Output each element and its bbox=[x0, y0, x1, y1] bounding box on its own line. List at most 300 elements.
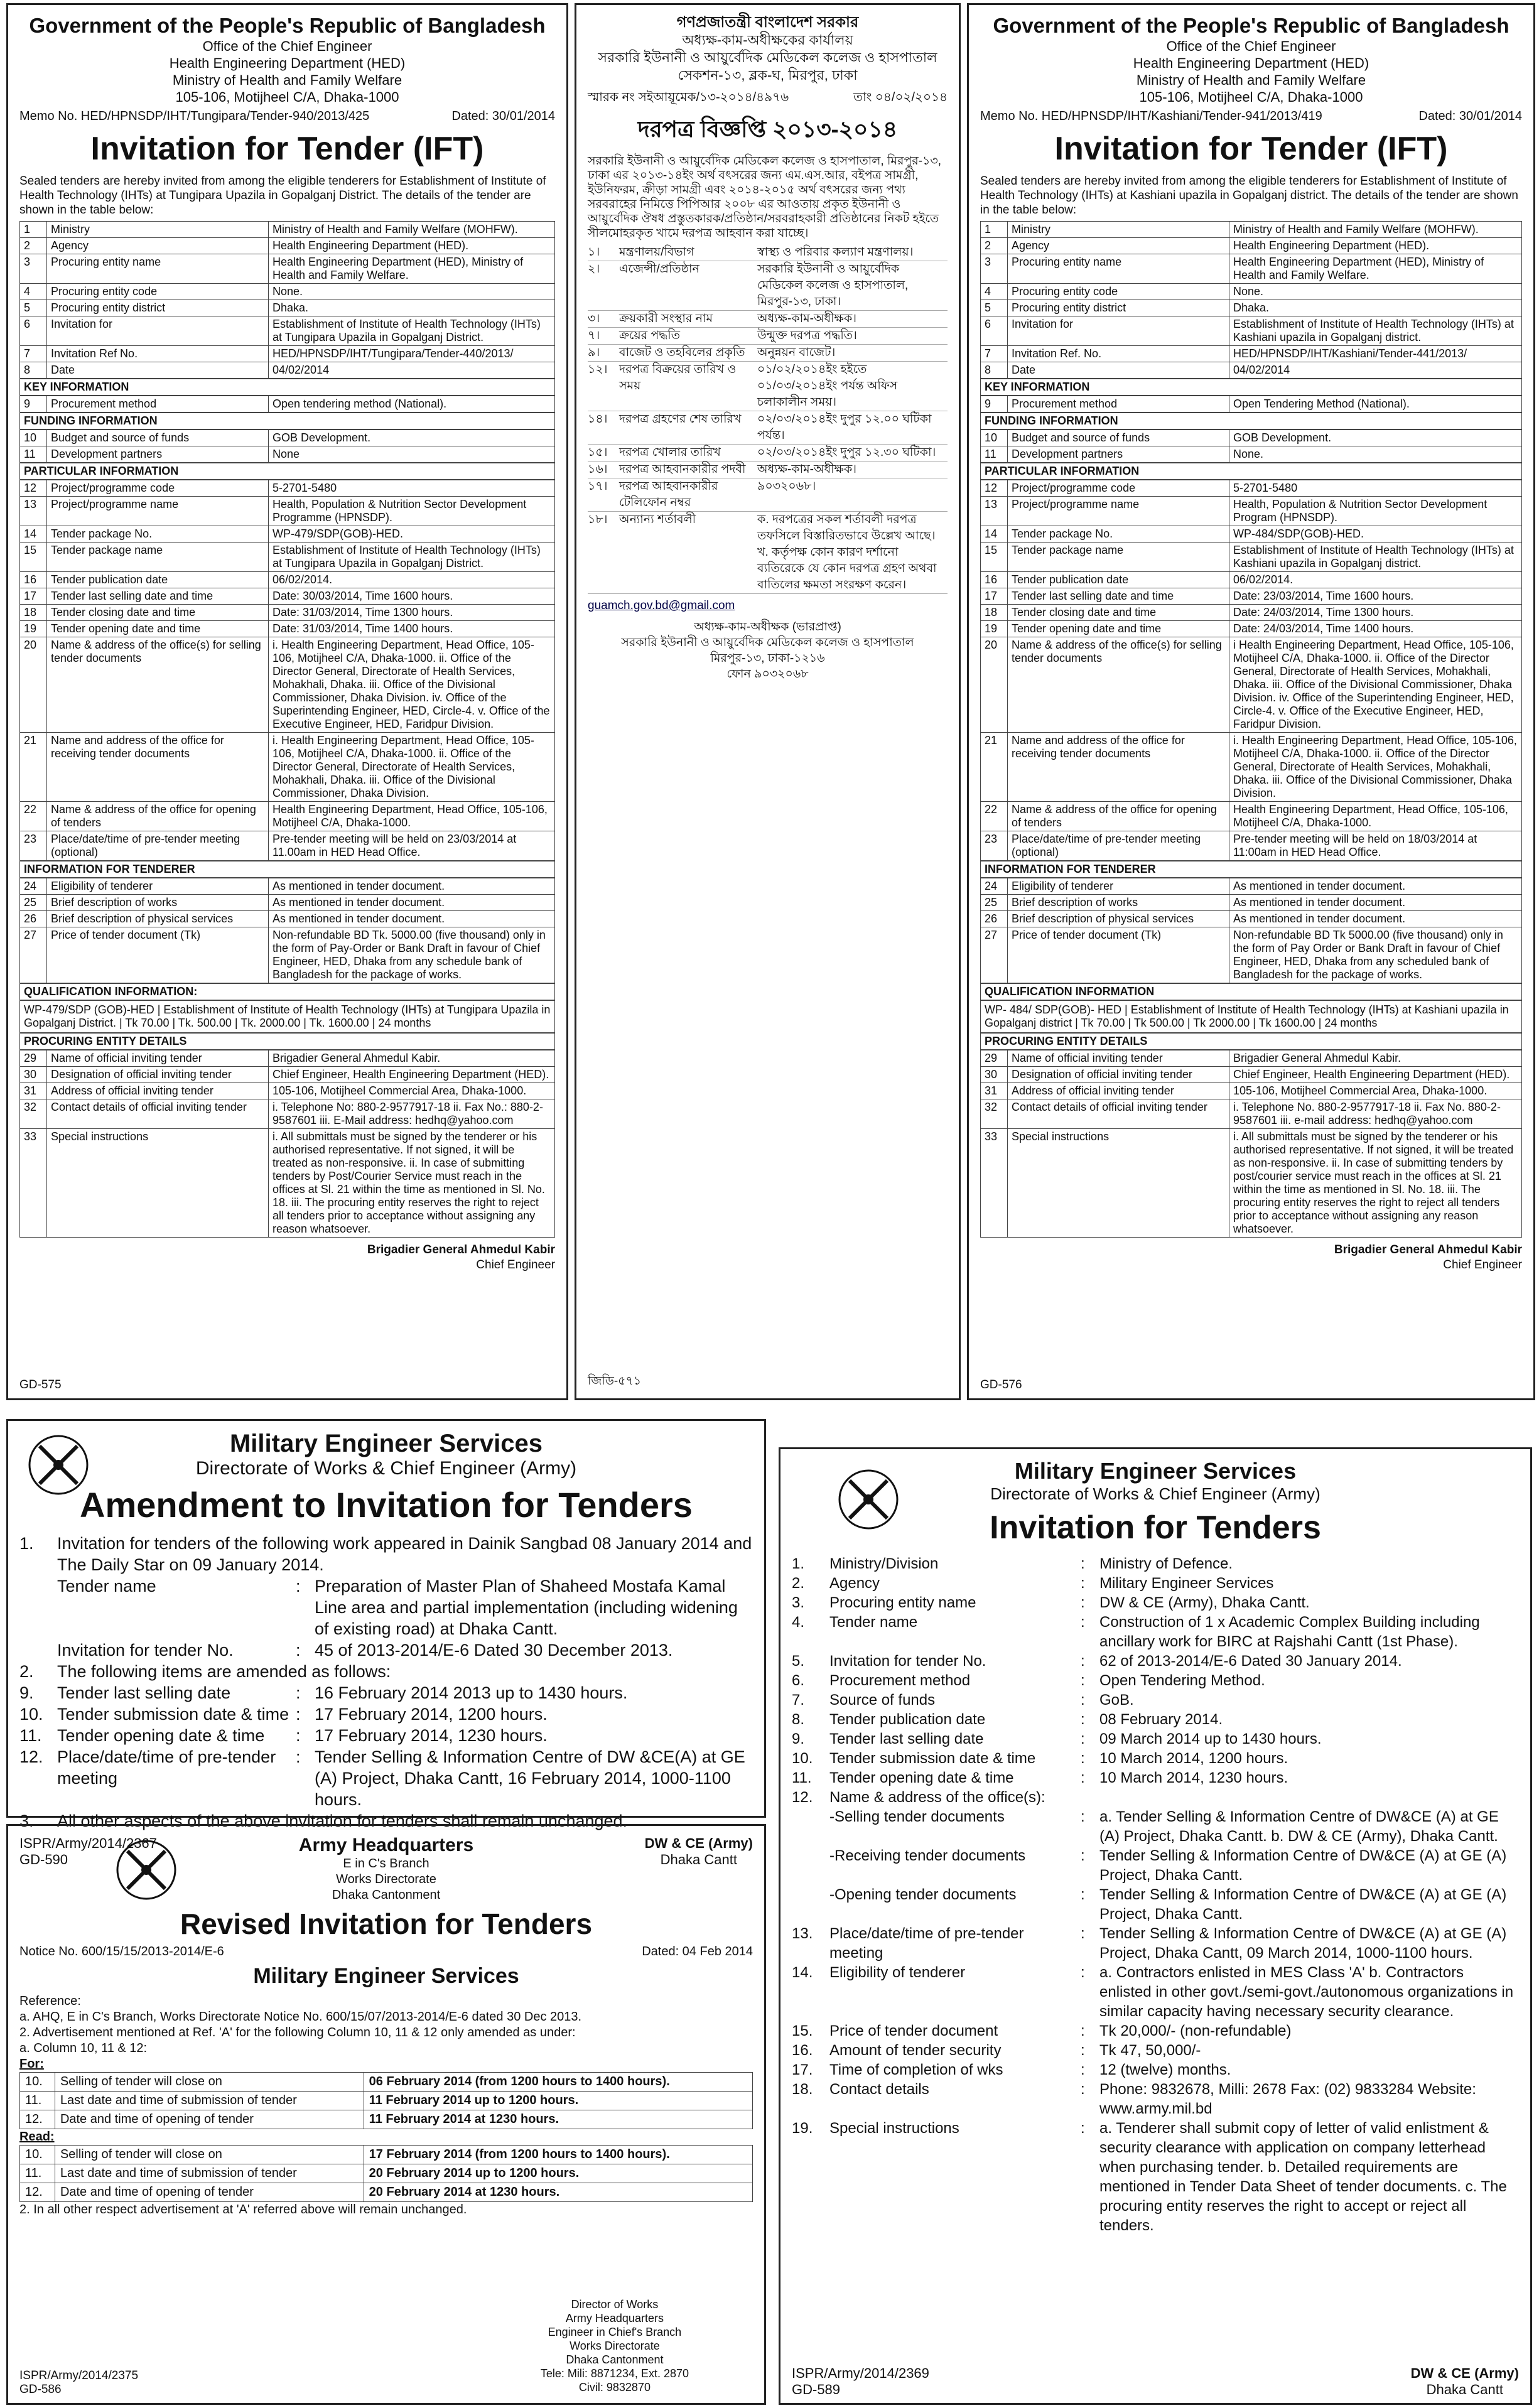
table-row bbox=[20, 1129, 555, 1238]
section-heading: KEY INFORMATION bbox=[980, 379, 1522, 396]
office-line: Office of the Chief Engineer bbox=[202, 38, 372, 54]
row-value: Establishment of Institute of Health Technology (IHTs) at Kashiani upazila in Gopalganj district. bbox=[1229, 543, 1522, 572]
row-number: 17 bbox=[20, 588, 47, 605]
kv-table bbox=[19, 429, 555, 463]
invitation-value: 45 of 2013-2014/E-6 Dated 30 December 2013. bbox=[315, 1641, 673, 1660]
kv-table bbox=[19, 396, 555, 413]
item-number: 10. bbox=[19, 1705, 43, 1724]
table-row bbox=[981, 497, 1522, 526]
row-label: Selling of tender will close on bbox=[55, 2073, 364, 2092]
item-value: Open Tendering Method. bbox=[1099, 1672, 1265, 1689]
list-item bbox=[792, 2021, 1519, 2041]
table-row bbox=[20, 621, 555, 637]
row-label: Tender closing date and time bbox=[1008, 605, 1229, 621]
table-row bbox=[20, 430, 555, 446]
row-label: Brief description of physical services bbox=[47, 911, 269, 927]
section-heading: FUNDING INFORMATION bbox=[980, 413, 1522, 429]
row-number: 8 bbox=[981, 362, 1008, 379]
item-value: Tender Selling & Information Centre of DW&CE (A) at GE (A) Project, Dhaka Cantt. bbox=[1099, 1847, 1507, 1884]
row-number: 6 bbox=[20, 316, 47, 346]
row-value: As mentioned in tender document. bbox=[269, 895, 555, 911]
row-value: অধ্যক্ষ-কাম-অধীক্ষক। bbox=[757, 312, 857, 325]
row-label: Tender package No. bbox=[1008, 526, 1229, 543]
signature-line: Works Directorate bbox=[570, 2340, 660, 2352]
row-number: ৯। bbox=[588, 346, 600, 359]
office-line: Health Engineering Department (HED) bbox=[1133, 55, 1369, 71]
tender-table bbox=[980, 221, 1522, 1238]
table-row bbox=[981, 396, 1522, 413]
item-label: Name & address of the office(s): bbox=[829, 1789, 1045, 1806]
table-row bbox=[20, 543, 555, 572]
org-name: Army Headquarters bbox=[298, 1835, 474, 1855]
row-value: As mentioned in tender document. bbox=[269, 911, 555, 927]
section-heading: PROCURING ENTITY DETAILS bbox=[19, 1033, 555, 1050]
intro-text: Sealed tenders are hereby invited from among the eligible tenderers for Establishment of Institute of Health Technology (IHTs) at Tungipara Upazila in Gopalganj District. The details of the tender are shown in the table below: bbox=[19, 175, 546, 217]
bn-table-row bbox=[588, 462, 948, 478]
table-row bbox=[981, 222, 1522, 238]
item-value: 17 February 2014, 1200 hours. bbox=[315, 1705, 548, 1724]
table-row bbox=[20, 497, 555, 526]
kv-table bbox=[980, 221, 1522, 379]
bn-table-row bbox=[588, 478, 948, 512]
crossed-swords-emblem-icon bbox=[27, 1433, 90, 1496]
table-row bbox=[20, 637, 555, 733]
row-value: None bbox=[269, 446, 555, 463]
item-colon: : bbox=[1081, 2061, 1085, 2078]
item-value bbox=[1099, 1788, 1519, 1807]
row-label: দরপত্র আহবানকারীর টেলিফোন নম্বর bbox=[619, 480, 718, 509]
bn-signature-line: সরকারি ইউনানী ও আয়ুর্বেদিক মেডিকেল কলেজ ও হাসপাতাল bbox=[621, 636, 914, 649]
item-colon: : bbox=[296, 1726, 301, 1745]
item-value: Ministry of Defence. bbox=[1099, 1555, 1233, 1572]
row-value: Open tendering method (National). bbox=[269, 396, 555, 413]
row-label: Procuring entity code bbox=[47, 284, 269, 300]
section-heading: FUNDING INFORMATION bbox=[19, 413, 555, 429]
row-value: Non-refundable BD Tk. 5000.00 (five thousand) only in the form of Pay-Order or Bank Draft in favour of Chief Engineer, HED, Dhaka from any schedule bank of Bangladesh for the package of works. bbox=[269, 927, 555, 983]
item-value: 09 March 2014 up to 1430 hours. bbox=[1099, 1730, 1322, 1747]
item-value: Tender Selling & Information Centre of DW&CE (A) at GE (A) Project, Dhaka Cantt. bbox=[1099, 1886, 1507, 1923]
bn-table bbox=[588, 244, 948, 594]
row-label: Tender closing date and time bbox=[47, 605, 269, 621]
read-label: Read: bbox=[19, 2130, 55, 2144]
item-number: 10. bbox=[792, 1750, 813, 1767]
row-value: 04/02/2014 bbox=[1229, 362, 1522, 379]
table-row bbox=[981, 1099, 1522, 1129]
item-number: 13. bbox=[792, 1925, 813, 1942]
row-number: 17 bbox=[981, 588, 1008, 605]
row-number: 8 bbox=[20, 362, 47, 379]
bn-table-row bbox=[588, 445, 948, 462]
row-label: Budget and source of funds bbox=[1008, 430, 1229, 446]
office-line: 105-106, Motijheel C/A, Dhaka-1000 bbox=[175, 89, 399, 105]
row-number: 7 bbox=[20, 346, 47, 362]
bn-office-line: অধ্যক্ষ-কাম-অধীক্ষকের কার্যালয় bbox=[682, 32, 853, 48]
signatory-place: Dhaka Cantt bbox=[660, 1852, 737, 1867]
signatory-place: Dhaka Cantt bbox=[1426, 2382, 1503, 2397]
tender-name-value: Preparation of Master Plan of Shaheed Mostafa Kamal Line area and partial implementation (including widening of existing road) at Dhaka Cantt. bbox=[315, 1577, 738, 1638]
table-row bbox=[981, 362, 1522, 379]
table-row bbox=[20, 238, 555, 254]
row-label: Name & address of the office(s) for selling tender documents bbox=[1008, 637, 1229, 733]
item-colon: : bbox=[296, 1683, 301, 1702]
list-item bbox=[792, 1612, 1519, 1651]
row-number: 16 bbox=[20, 572, 47, 588]
table-row bbox=[981, 927, 1522, 983]
list-item bbox=[792, 1554, 1519, 1574]
row-label: Eligibility of tenderer bbox=[47, 878, 269, 895]
row-label: মন্ত্রণালয়/বিভাগ bbox=[619, 246, 694, 259]
item-number: 11. bbox=[792, 1769, 812, 1786]
item-number: 17. bbox=[792, 2061, 813, 2078]
table-row bbox=[20, 526, 555, 543]
row-number: 16 bbox=[981, 572, 1008, 588]
table-row bbox=[20, 1067, 555, 1083]
row-number: 20 bbox=[20, 637, 47, 733]
read-table bbox=[19, 2145, 753, 2202]
item-colon: : bbox=[1081, 2042, 1085, 2059]
row-value: 20 February 2014 at 1230 hours. bbox=[364, 2183, 752, 2202]
row-value: Open Tendering Method (National). bbox=[1229, 396, 1522, 413]
table-row bbox=[20, 284, 555, 300]
row-number: ১৭। bbox=[588, 480, 608, 493]
row-label: Tender last selling date and time bbox=[1008, 588, 1229, 605]
item-label: Amount of tender security bbox=[829, 2042, 1002, 2059]
notice-title: Revised Invitation for Tenders bbox=[180, 1908, 593, 1940]
section-heading: KEY INFORMATION bbox=[19, 379, 555, 396]
list-item bbox=[792, 1651, 1519, 1671]
signatory: DW & CE (Army) bbox=[644, 1835, 753, 1851]
row-number: 30 bbox=[20, 1067, 47, 1083]
table-row bbox=[20, 878, 555, 895]
kv-table bbox=[19, 480, 555, 861]
row-label: Name and address of the office for receiving tender documents bbox=[1008, 733, 1229, 802]
item-colon: : bbox=[1081, 1964, 1085, 1981]
row-number: 32 bbox=[20, 1099, 47, 1129]
item-value: Construction of 1 x Academic Complex Building including ancillary work for BIRC at Rajshahi Cantt (1st Phase). bbox=[1099, 1614, 1480, 1650]
row-value: সরকারি ইউনানী ও আয়ুর্বেদিক মেডিকেল কলেজ ও হাসপাতাল, মিরপুর-১৩, ঢাকা। bbox=[757, 262, 909, 308]
row-number: 14 bbox=[981, 526, 1008, 543]
table-row bbox=[20, 2183, 753, 2202]
row-value: Establishment of Institute of Health Technology (IHTs) at Tungipara Upazila in Gopalganj District. bbox=[269, 543, 555, 572]
row-label: Budget and source of funds bbox=[47, 430, 269, 446]
bn-gd: জিডি-৫৭১ bbox=[588, 1374, 642, 1388]
table-row bbox=[981, 895, 1522, 911]
section-heading: INFORMATION FOR TENDERER bbox=[19, 861, 555, 878]
row-value: GOB Development. bbox=[269, 430, 555, 446]
list-item bbox=[19, 1746, 753, 1810]
row-number: 10 bbox=[981, 430, 1008, 446]
gov-heading: Government of the People's Republic of Bangladesh bbox=[993, 14, 1509, 37]
row-value: উন্মুক্ত দরপত্র পদ্ধতি। bbox=[757, 329, 857, 342]
row-label: Tender package No. bbox=[47, 526, 269, 543]
item-value: 16 February 2014 2013 up to 1430 hours. bbox=[315, 1683, 628, 1702]
table-row bbox=[20, 1050, 555, 1067]
row-label: Date and time of opening of tender bbox=[55, 2183, 364, 2202]
item-label: Place/date/time of pre-tender meeting bbox=[57, 1747, 276, 1788]
row-label: Invitation Ref No. bbox=[47, 346, 269, 362]
bn-table-row bbox=[588, 411, 948, 445]
row-value: 17 February 2014 (from 1200 hours to 1400 hours). bbox=[364, 2146, 752, 2164]
row-label: Price of tender document (Tk) bbox=[47, 927, 269, 983]
row-number: 9 bbox=[20, 396, 47, 413]
kv-table bbox=[980, 480, 1522, 861]
signature-line: Engineer in Chief's Branch bbox=[548, 2326, 682, 2338]
table-row bbox=[20, 927, 555, 983]
row-number: 18 bbox=[981, 605, 1008, 621]
section-heading: QUALIFICATION INFORMATION bbox=[980, 983, 1522, 1000]
row-value: ৯০৩২০৬৮। bbox=[757, 480, 816, 493]
row-number: 2 bbox=[981, 238, 1008, 254]
for-table bbox=[19, 2072, 753, 2129]
row-label: Development partners bbox=[47, 446, 269, 463]
item-number: 3. bbox=[792, 1594, 805, 1611]
item-colon: : bbox=[296, 1747, 301, 1766]
table-row bbox=[981, 430, 1522, 446]
row-number: 3 bbox=[981, 254, 1008, 284]
row-number: 4 bbox=[981, 284, 1008, 300]
table-row bbox=[981, 878, 1522, 895]
table-row bbox=[20, 2073, 753, 2092]
crossed-swords-emblem-icon bbox=[115, 1838, 178, 1901]
item-value: a. Tenderer shall submit copy of letter of valid enlistment & security clearance with application on company letterhead when purchasing tender. b. Detailed requirements are mentioned in Tender Data Sheet of tender documents. c. The procuring entity reserves the right to accept or reject all tenders. bbox=[1099, 2120, 1507, 2234]
row-value: Ministry of Health and Family Welfare (MOHFW). bbox=[269, 222, 555, 238]
row-label: Price of tender document (Tk) bbox=[1008, 927, 1229, 983]
row-value: i. All submittals must be signed by the tenderer or his authorised representative. If not signed, it will be treated as non-responsive. ii. In case of submitting tenders by Post/Courier Service must reach in the offices at Sl. 21 within the time as mentioned in Sl. No. 18. iii. The procuring entity reserves the right to reject all tenders prior to acceptance without assigning any reason whatsoever. bbox=[269, 1129, 555, 1238]
row-number: 11 bbox=[981, 446, 1008, 463]
item-value: 62 of 2013-2014/E-6 Dated 30 January 2014. bbox=[1099, 1653, 1402, 1670]
row-value: 105-106, Motijheel Commercial Area, Dhaka-1000. bbox=[269, 1083, 555, 1099]
item-colon: : bbox=[1081, 1769, 1085, 1786]
list-item bbox=[792, 2060, 1519, 2080]
item-label: Agency bbox=[829, 1575, 880, 1592]
office-line: Office of the Chief Engineer bbox=[1166, 38, 1336, 54]
row-label: Project/programme name bbox=[47, 497, 269, 526]
row-number: 13 bbox=[20, 497, 47, 526]
signature-block bbox=[541, 2297, 689, 2394]
row-value: 5-2701-5480 bbox=[269, 480, 555, 497]
row-number: 5 bbox=[20, 300, 47, 316]
row-value: 06/02/2014. bbox=[269, 572, 555, 588]
item-label: -Receiving tender documents bbox=[829, 1847, 1026, 1864]
item-number: 9. bbox=[792, 1730, 805, 1747]
gd-number: GD-575 bbox=[19, 1378, 62, 1391]
row-label: Invitation Ref. No. bbox=[1008, 346, 1229, 362]
row-value: Health, Population & Nutrition Sector Development Programme (HPNSDP). bbox=[269, 497, 555, 526]
row-number: 32 bbox=[981, 1099, 1008, 1129]
row-value: Pre-tender meeting will be held on 18/03/2014 at 11:00am in HED Head Office. bbox=[1229, 831, 1522, 861]
row-value: স্বাস্থ্য ও পরিবার কল্যাণ মন্ত্রণালয়। bbox=[757, 246, 914, 259]
row-label: দরপত্র আহবানকারীর পদবী bbox=[619, 463, 746, 476]
office-line: 105-106, Motijheel C/A, Dhaka-1000 bbox=[1139, 89, 1363, 105]
row-number: 14 bbox=[20, 526, 47, 543]
item-label: Tender last selling date bbox=[829, 1730, 984, 1747]
list-item bbox=[792, 1807, 1519, 1846]
gov-heading: Government of the People's Republic of Bangladesh bbox=[29, 14, 546, 37]
table-row bbox=[981, 733, 1522, 802]
item-number bbox=[792, 1885, 829, 1924]
list-item bbox=[792, 1710, 1519, 1729]
row-number: 11. bbox=[20, 2164, 55, 2183]
row-number: 24 bbox=[20, 878, 47, 895]
table-row bbox=[20, 316, 555, 346]
table-row bbox=[981, 526, 1522, 543]
row-label: Name & address of the office for opening of tenders bbox=[47, 802, 269, 831]
item-number: 19. bbox=[792, 2120, 813, 2137]
item-value: Tk 20,000/- (non-refundable) bbox=[1099, 2022, 1292, 2039]
row-value: Health Engineering Department (HED), Ministry of Health and Family Welfare. bbox=[269, 254, 555, 284]
row-number: ৭। bbox=[588, 329, 600, 342]
list-item bbox=[792, 1593, 1519, 1612]
item-label: Tender name bbox=[829, 1614, 918, 1631]
table-row bbox=[981, 588, 1522, 605]
row-number: 1 bbox=[981, 222, 1008, 238]
bn-office-line: সেকশন-১৩, ব্লক-ঘ, মিরপুর, ঢাকা bbox=[678, 67, 858, 83]
tender-notice-kashiani bbox=[967, 3, 1535, 1400]
row-label: Place/date/time of pre-tender meeting (optional) bbox=[1008, 831, 1229, 861]
row-value: As mentioned in tender document. bbox=[1229, 878, 1522, 895]
list-item bbox=[792, 1846, 1519, 1885]
table-row bbox=[981, 1083, 1522, 1099]
row-number: 11 bbox=[20, 446, 47, 463]
table-row bbox=[20, 2146, 753, 2164]
row-label: Project/programme code bbox=[1008, 480, 1229, 497]
tender-name-label: Tender name bbox=[57, 1577, 156, 1595]
table-row bbox=[981, 605, 1522, 621]
ispr-ref: ISPR/Army/2014/2375 bbox=[19, 2369, 139, 2382]
row-value: 20 February 2014 up to 1200 hours. bbox=[364, 2164, 752, 2183]
row-value: 105-106, Motijheel Commercial Area, Dhaka-1000. bbox=[1229, 1083, 1522, 1099]
row-label: Date and time of opening of tender bbox=[55, 2110, 364, 2129]
item-colon: : bbox=[1081, 1925, 1085, 1942]
row-number: 19 bbox=[20, 621, 47, 637]
table-row bbox=[981, 316, 1522, 346]
row-number: ১। bbox=[588, 246, 600, 259]
table-row bbox=[981, 1067, 1522, 1083]
table-row bbox=[981, 238, 1522, 254]
notice-date: Dated: 04 Feb 2014 bbox=[642, 1945, 753, 1958]
bn-date: তাং ০৪/০২/২০১৪ bbox=[853, 90, 948, 104]
item-colon: : bbox=[1081, 1594, 1085, 1611]
row-label: Selling of tender will close on bbox=[55, 2146, 364, 2164]
row-value: ০২/০৩/২০১৪ইং দুপুর ১২.৩০ ঘটিকা। bbox=[757, 446, 936, 459]
org-name: Military Engineer Services bbox=[1014, 1458, 1297, 1484]
row-label: Designation of official inviting tender bbox=[47, 1067, 269, 1083]
row-label: Special instructions bbox=[1008, 1129, 1229, 1238]
item-label: Tender opening date & time bbox=[829, 1769, 1014, 1786]
table-row bbox=[981, 254, 1522, 284]
row-number: 12. bbox=[20, 2183, 55, 2202]
kv-table bbox=[980, 1050, 1522, 1238]
office-line: Ministry of Health and Family Welfare bbox=[1136, 72, 1366, 88]
row-label: Tender publication date bbox=[1008, 572, 1229, 588]
reference-line: 2. Advertisement mentioned at Ref. 'A' for the following Column 10, 11 & 12 only amended as under: bbox=[19, 2026, 576, 2039]
item-label: -Selling tender documents bbox=[829, 1808, 1005, 1825]
notice-title: Invitation for Tenders bbox=[990, 1509, 1321, 1546]
bn-table-row bbox=[588, 328, 948, 345]
item-value: Military Engineer Services bbox=[1099, 1575, 1274, 1592]
row-label: Procuring entity name bbox=[1008, 254, 1229, 284]
item-label: Contact details bbox=[829, 2081, 929, 2098]
row-label: Date bbox=[47, 362, 269, 379]
kv-table bbox=[19, 1050, 555, 1238]
row-label: Contact details of official inviting tender bbox=[1008, 1099, 1229, 1129]
row-number: 12 bbox=[981, 480, 1008, 497]
row-value: Dhaka. bbox=[1229, 300, 1522, 316]
row-label: Brief description of works bbox=[1008, 895, 1229, 911]
row-value: Health Engineering Department (HED), Ministry of Health and Family Welfare. bbox=[1229, 254, 1522, 284]
table-row bbox=[20, 605, 555, 621]
revised-invitation bbox=[6, 1824, 766, 2405]
ispr-ref: ISPR/Army/2014/2369 bbox=[792, 2365, 929, 2381]
crossed-swords-emblem-icon bbox=[837, 1468, 900, 1531]
table-row bbox=[20, 572, 555, 588]
table-row bbox=[20, 396, 555, 413]
org-sub: Directorate of Works & Chief Engineer (Army) bbox=[195, 1458, 577, 1479]
row-label: Development partners bbox=[1008, 446, 1229, 463]
table-row bbox=[981, 802, 1522, 831]
row-value: ০১/০২/২০১৪ইং হইতে ০১/০৩/২০১৪ইং পর্যন্ত অফিস চলাকালীন সময়। bbox=[757, 363, 898, 409]
row-number: 27 bbox=[981, 927, 1008, 983]
reference-line: a. AHQ, E in C's Branch, Works Directorate Notice No. 600/15/07/2013-2014/E-6 dated 30 Dec 2013. bbox=[19, 2010, 582, 2024]
row-label: Procurement method bbox=[47, 396, 269, 413]
row-label: Name & address of the office(s) for selling tender documents bbox=[47, 637, 269, 733]
list-item bbox=[19, 1725, 753, 1746]
row-value: Health Engineering Department, Head Office, 105-106, Motijheel C/A, Dhaka-1000. bbox=[269, 802, 555, 831]
row-number: 10 bbox=[20, 430, 47, 446]
section-heading: INFORMATION FOR TENDERER bbox=[980, 861, 1522, 878]
row-value: None. bbox=[1229, 284, 1522, 300]
row-value: 04/02/2014 bbox=[269, 362, 555, 379]
row-number: 12 bbox=[20, 480, 47, 497]
item-value: 10 March 2014, 1200 hours. bbox=[1099, 1750, 1288, 1767]
bn-table-row bbox=[588, 512, 948, 594]
row-label: অন্যান্য শর্তাবলী bbox=[619, 513, 696, 526]
table-row bbox=[981, 284, 1522, 300]
row-label: ক্রয়কারী সংস্থার নাম bbox=[619, 312, 713, 325]
gd-number: GD-590 bbox=[19, 1852, 68, 1867]
bn-office-line: সরকারি ইউনানী ও আয়ুর্বেদিক মেডিকেল কলেজ ও হাসপাতাল bbox=[598, 50, 937, 65]
gd-number: GD-576 bbox=[980, 1378, 1022, 1391]
row-value: অধ্যক্ষ-কাম-অধীক্ষক। bbox=[757, 463, 857, 476]
item-colon: : bbox=[1081, 1886, 1085, 1903]
row-value: ক. দরপত্রের সকল শর্তাবলী দরপত্র তফসিলে বিস্তারিতভাবে উল্লেখ আছে। খ. কর্তৃপক্ষ কোন কারণ দর্শানো ব্যতিরেকে যে কোন দরপত্র গ্রহণ অথবা বাতিলের ক্ষমতা সংরক্ষণ করেন। bbox=[757, 513, 937, 591]
office-lines bbox=[980, 38, 1522, 105]
row-value: Brigadier General Ahmedul Kabir. bbox=[269, 1050, 555, 1067]
table-row bbox=[981, 911, 1522, 927]
bn-office-lines bbox=[588, 31, 948, 84]
row-number: 22 bbox=[20, 802, 47, 831]
row-number: 20 bbox=[981, 637, 1008, 733]
row-number: 19 bbox=[981, 621, 1008, 637]
notice-no: Notice No. 600/15/15/2013-2014/E-6 bbox=[19, 1945, 224, 1958]
table-row bbox=[20, 733, 555, 802]
item-colon: : bbox=[1081, 1847, 1085, 1864]
row-label: Place/date/time of pre-tender meeting (optional) bbox=[47, 831, 269, 861]
row-label: Contact details of official inviting tender bbox=[47, 1099, 269, 1129]
row-value: As mentioned in tender document. bbox=[1229, 895, 1522, 911]
table-row bbox=[20, 802, 555, 831]
row-label: Tender publication date bbox=[47, 572, 269, 588]
row-label: বাজেট ও তহবিলের প্রকৃতি bbox=[619, 346, 745, 359]
row-label: Agency bbox=[1008, 238, 1229, 254]
row-label: Project/programme name bbox=[1008, 497, 1229, 526]
row-number: ১২। bbox=[588, 363, 608, 376]
table-row bbox=[981, 637, 1522, 733]
row-value: 06 February 2014 (from 1200 hours to 1400 hours). bbox=[364, 2073, 752, 2092]
row-number: 5 bbox=[981, 300, 1008, 316]
row-label: Eligibility of tenderer bbox=[1008, 878, 1229, 895]
list-item bbox=[792, 1729, 1519, 1749]
